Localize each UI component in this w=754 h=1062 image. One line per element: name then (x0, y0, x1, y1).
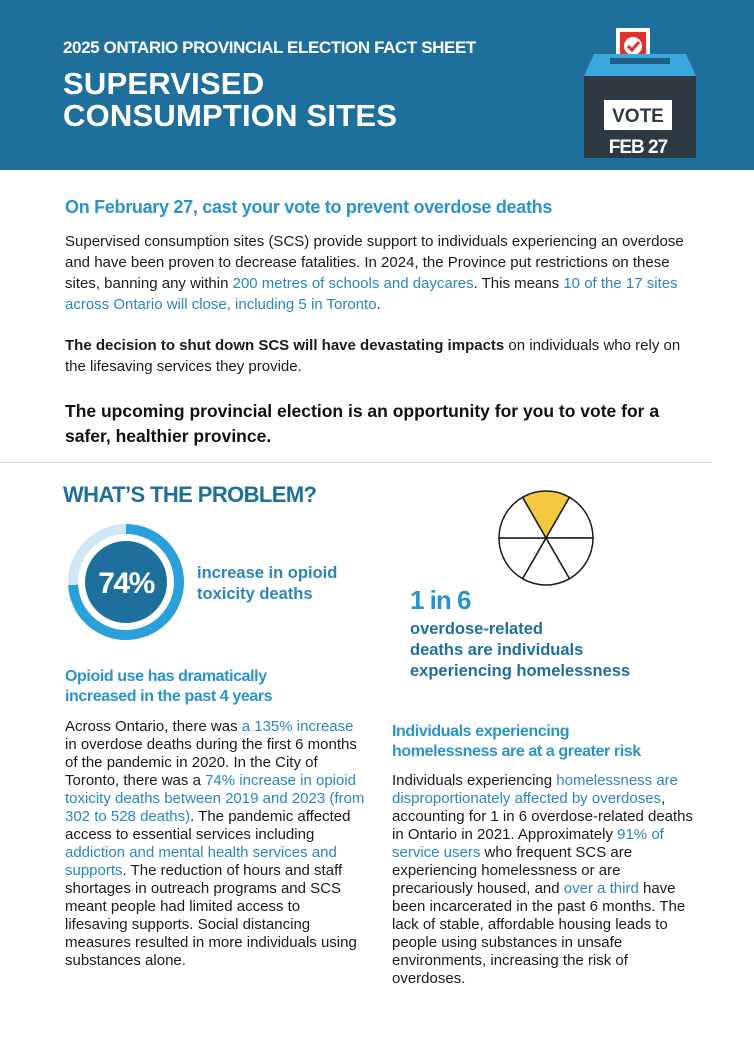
homelessness-subheading-line-1: Individuals experiencing (392, 723, 570, 740)
title-line-2: CONSUMPTION SITES (63, 98, 398, 133)
intro-paragraph-1 (65, 231, 705, 315)
stat-one-in-six-line-3: experiencing homelessness (410, 662, 631, 680)
link-135-increase[interactable]: a 135% increase (241, 718, 354, 735)
page-title (63, 68, 397, 132)
sites-closing-link[interactable]: 10 of the 17 sites across Ontario will close, including 5 in Toronto (65, 275, 678, 313)
intro-headline: On February 27, cast your vote to prevent overdose deaths (65, 197, 553, 217)
link-addiction-services[interactable]: addiction and mental health services and supports (65, 844, 337, 879)
pie-slices (499, 491, 593, 585)
stat-74-label (197, 563, 337, 605)
homeless-text-1: Individuals experiencing (392, 772, 557, 789)
election-callout: The upcoming provincial election is an opportunity for you to vote for a safer, healthier province. (65, 401, 660, 446)
link-over-a-third[interactable]: over a third (563, 880, 639, 897)
header-banner (0, 0, 754, 170)
opioid-text-4: . The reduction of hours and staff shortages in outreach programs and SCS meant people had limited access to lifesaving supports. Social distancing measures resulted in more individuals using substances alone. (65, 862, 357, 969)
intro-text-a: Supervised consumption sites (SCS) provide support to individuals experiencing an overdose and have been proven to decrease fatalities. In 2024, the Province put restrictions on these sites, banning any within (65, 233, 684, 292)
ballot-date-text: FEB 27 (608, 137, 668, 158)
link-74-increase[interactable]: 74% increase in opioid toxicity deaths between 2019 and 2023 (from 302 to 528 deaths) (65, 772, 365, 825)
percent-donut (66, 522, 186, 642)
title-line-1: SUPERVISED (63, 66, 265, 101)
link-91-percent[interactable]: 91% of service users (392, 826, 664, 861)
homelessness-subheading-line-2: homelessness are at a greater risk (392, 743, 641, 760)
one-in-six-pie (497, 489, 595, 587)
intro-text-b: . This means (473, 275, 564, 292)
ballot-vote-text: VOTE (612, 106, 664, 127)
intro-impact-rest: on individuals who rely on the lifesaving services they provide. (65, 337, 681, 375)
fact-sheet-label: 2025 ONTARIO PROVINCIAL ELECTION FACT SHEET (63, 38, 476, 57)
stat-74-label-line-1: increase in opioid (197, 564, 338, 582)
ballot-slot (610, 58, 670, 64)
homeless-text-2: , accounting for 1 in 6 overdose-related deaths in Ontario in 2021. Approximately (392, 790, 694, 843)
opioid-text-2: in overdose deaths during the first 6 months of the pandemic in 2020. In the City of Toronto, there was a (65, 736, 357, 789)
homeless-text-4: have been incarcerated in the past 6 months. The lack of stable, affordable housing leads to people using substances in unsafe environments, increasing the risk of overdoses. (392, 880, 686, 987)
problem-heading: WHAT’S THE PROBLEM? (63, 482, 317, 507)
intro-text-c: . (376, 296, 381, 313)
ballot-box-icon (580, 28, 700, 158)
homelessness-paragraph (392, 772, 702, 988)
opioid-paragraph (65, 718, 365, 970)
intro-paragraph-2 (65, 335, 705, 377)
opioid-text-3: . The pandemic affected access to essential services including (65, 808, 351, 843)
stat-one-in-six-label (410, 619, 630, 682)
opioid-subheading (65, 667, 272, 707)
stat-one-in-six-value: 1 in 6 (410, 585, 471, 615)
intro-impact-bold: The decision to shut down SCS will have devastating impacts (65, 337, 505, 354)
stat-one-in-six-line-1: overdose-related (410, 620, 543, 638)
opioid-text-1: Across Ontario, there was (65, 718, 242, 735)
homeless-text-3: who frequent SCS are experiencing homelessness or are precariously housed, and (392, 844, 633, 897)
opioid-subheading-line-1: Opioid use has dramatically (65, 668, 267, 685)
ballot-box-lid (584, 54, 696, 76)
stat-74-label-line-2: toxicity deaths (197, 585, 313, 603)
link-disproportionately-affected[interactable]: homelessness are disproportionately affected by overdoses (392, 772, 679, 807)
opioid-subheading-line-2: increased in the past 4 years (65, 688, 273, 705)
ballot-check-circle (624, 37, 642, 55)
section-divider (0, 462, 712, 463)
stat-one-in-six-line-2: deaths are individuals (410, 641, 584, 659)
schools-daycares-link[interactable]: 200 metres of schools and daycares (232, 275, 474, 292)
homelessness-subheading (392, 722, 641, 762)
stat-74-value: 74% (98, 567, 154, 600)
